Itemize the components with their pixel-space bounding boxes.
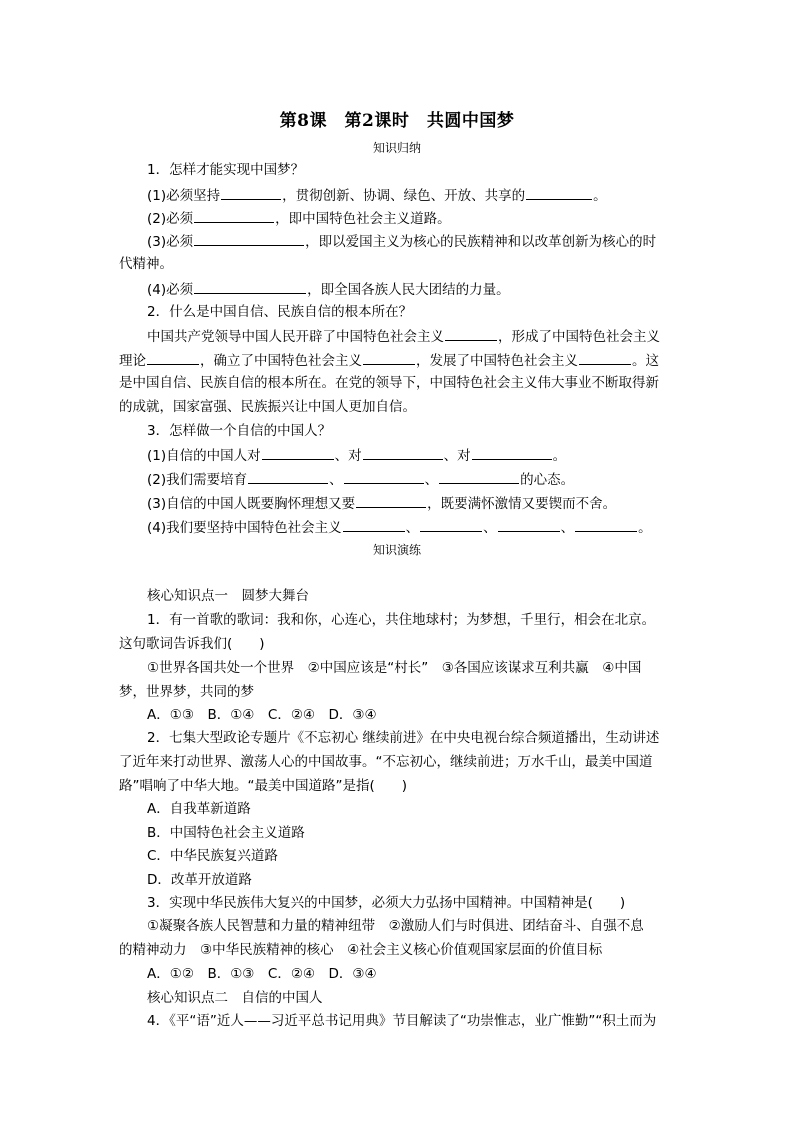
question-2-para-line-3: 是中国自信、民族自信的根本所在。在党的领导下，中国特色社会主义伟大事业不断取得新 (119, 375, 659, 391)
question-1-line-1: (1)必须坚持 ，贯彻创新、协调、绿色、开放、共享的 。 (147, 188, 607, 204)
question-1-line-2: (2)必须 ，即中国特色社会主义道路。 (147, 211, 451, 227)
exercise-2-option-b[interactable]: B．中国特色社会主义道路 (147, 825, 305, 841)
exercise-4-line-1: 4．《平“语”近人——习近平总书记用典》节目解读了“功崇惟志，业广惟勤”“积土而为 (147, 1013, 657, 1029)
exercise-3-line-2: ①凝聚各族人民智慧和力量的精神纽带 ②激励人们与时俱进、团结奋斗、自强不息 (147, 918, 644, 934)
exercise-3-line-3: 的精神动力 ③中华民族精神的核心 ④社会主义核心价值观国家层面的价值目标 (119, 942, 603, 958)
blank[interactable] (356, 494, 426, 508)
exercise-1-line-3: ①世界各国共处一个世界 ②中国应该是“村长” ③各国应该谋求互利共赢 ④中国 (147, 660, 642, 676)
blank[interactable] (248, 470, 328, 484)
blank[interactable] (575, 518, 637, 532)
question-3-line-1: (1)自信的中国人对 、对 、对 。 (147, 448, 567, 464)
question-1-line-3-cont: 代精神。 (119, 256, 173, 272)
question-2-heading: 2．什么是中国自信、民族自信的根本所在？ (147, 304, 413, 320)
blank[interactable] (344, 470, 424, 484)
blank[interactable] (579, 351, 631, 365)
blank[interactable] (445, 327, 497, 341)
blank[interactable] (194, 232, 304, 246)
exercise-2-option-c[interactable]: C．中华民族复兴道路 (147, 848, 278, 864)
exercise-2-option-d[interactable]: D．改革开放道路 (147, 872, 252, 888)
question-2-para-line-1: 中国共产党领导中国人民开辟了中国特色社会主义 ，形成了中国特色社会主义 (147, 329, 660, 345)
section-heading-practice: 知识演练 (372, 543, 421, 557)
exercise-3-options[interactable]: A．①② B．①③ C．②④ D．③④ (147, 966, 377, 982)
blank[interactable] (526, 186, 592, 200)
blank[interactable] (262, 446, 334, 460)
blank[interactable] (147, 351, 199, 365)
page-title: 第8课 第2课时 共圆中国梦 (279, 111, 515, 131)
knowledge-point-2: 核心知识点二 自信的中国人 (147, 990, 323, 1006)
exercise-2-option-a[interactable]: A．自我革新道路 (147, 801, 251, 817)
exercise-1-line-1: 1．有一首歌的歌词：我和你，心连心，共住地球村；为梦想，千里行，相会在北京。 (147, 612, 656, 628)
blank[interactable] (363, 351, 415, 365)
question-1-line-4: (4)必须 ，即全国各族人民大团结的力量。 (147, 282, 510, 298)
blank[interactable] (420, 518, 482, 532)
exercise-1-line-2: 这句歌词告诉我们( ) (119, 636, 265, 652)
blank[interactable] (221, 186, 281, 200)
exercise-1-options[interactable]: A．①③ B．①④ C．②④ D．③④ (147, 707, 377, 723)
knowledge-point-1: 核心知识点一 圆梦大舞台 (147, 588, 309, 604)
blank[interactable] (343, 518, 405, 532)
question-2-para-line-2: 理论 ，确立了中国特色社会主义 ，发展了中国特色社会主义 。这 (119, 353, 659, 369)
question-3-line-3: (3)自信的中国人既要胸怀理想又要 ，既要满怀激情又要锲而不舍。 (147, 496, 617, 512)
exercise-2-line-1: 2．七集大型政论专题片《不忘初心 继续前进》在中央电视台综合频道播出，生动讲述 (147, 730, 660, 746)
question-2-para-line-4: 的成就，国家富强、民族振兴让中国人更加自信。 (119, 399, 416, 415)
blank[interactable] (439, 470, 519, 484)
section-heading-summary: 知识归纳 (372, 141, 421, 155)
blank[interactable] (498, 518, 560, 532)
question-3-heading: 3．怎样做一个自信的中国人？ (147, 423, 332, 439)
question-3-line-2: (2)我们需要培育 、 、 的心态。 (147, 472, 575, 488)
blank[interactable] (194, 209, 274, 223)
question-1-heading: 1．怎样才能实现中国梦？ (147, 162, 305, 178)
exercise-2-line-3: 路”唱响了中华大地。“最美中国道路”是指( ) (119, 778, 408, 794)
blank[interactable] (194, 280, 306, 294)
exercise-2-line-2: 了近年来打动世界、激荡人心的中国故事。“不忘初心，继续前进；万水千山，最美中国道 (119, 754, 653, 770)
blank[interactable] (472, 446, 552, 460)
exercise-1-line-4: 梦，世界梦，共同的梦 (119, 684, 254, 700)
question-1-line-3: (3)必须 ，即以爱国主义为核心的民族精神和以改革创新为核心的时 (147, 234, 657, 250)
blank[interactable] (363, 446, 443, 460)
question-3-line-4: (4)我们要坚持中国特色社会主义 、 、 、 。 (147, 520, 652, 536)
exercise-3-line-1: 3．实现中华民族伟大复兴的中国梦，必须大力弘扬中国精神。中国精神是( ) (147, 895, 626, 911)
